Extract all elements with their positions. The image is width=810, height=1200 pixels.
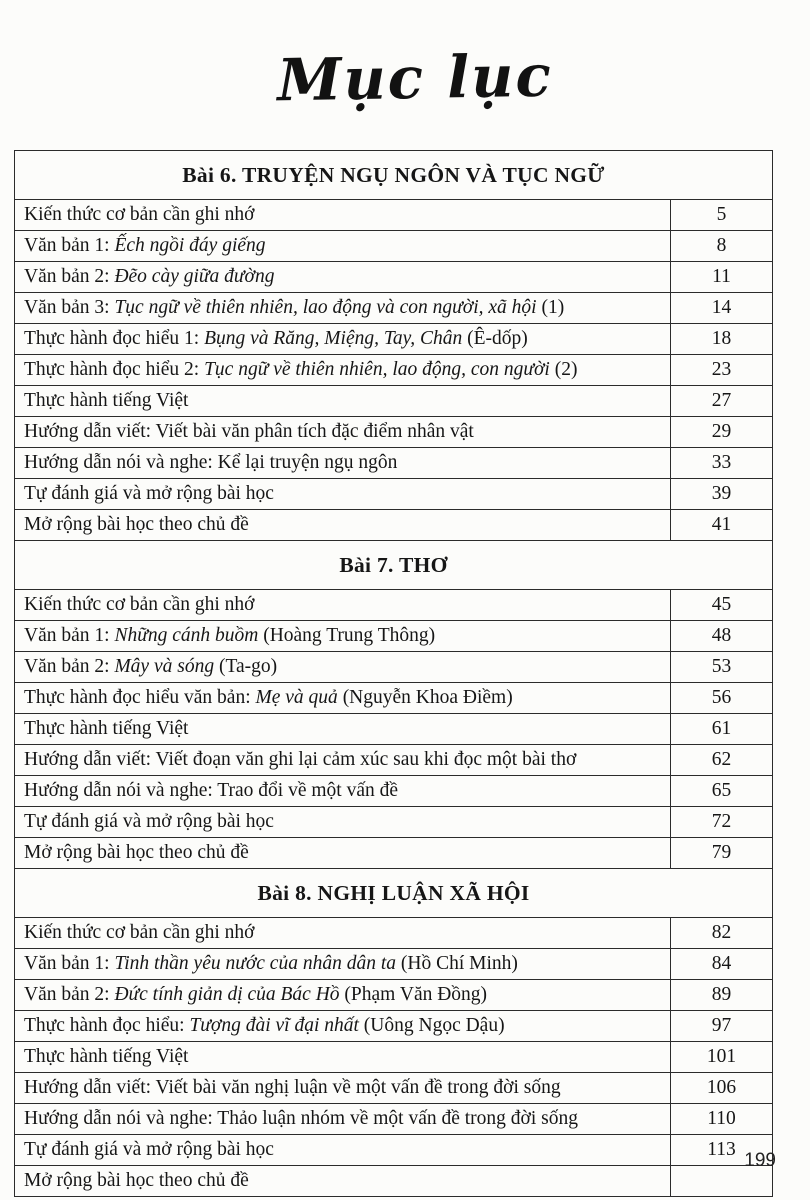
- entry-prefix: Mở rộng bài học theo chủ đề: [24, 1169, 249, 1191]
- page-number-cell: 65: [671, 776, 773, 807]
- section-header: Bài 7. THƠ: [15, 541, 773, 590]
- toc-row: [15, 510, 773, 541]
- page-number-cell: 79: [671, 838, 773, 869]
- section-header-row: [15, 869, 773, 918]
- entry-work-title: Đẽo cày giữa đường: [114, 265, 275, 287]
- entry-prefix: Văn bản 1:: [24, 234, 115, 256]
- entry-prefix: Thực hành đọc hiểu 2:: [24, 358, 205, 380]
- entry-prefix: Văn bản 1:: [24, 624, 115, 646]
- page-number-cell: 45: [671, 590, 773, 621]
- entry-cell: [15, 652, 671, 683]
- page-title: Mục lục: [276, 41, 554, 115]
- entry-suffix: (Uông Ngọc Dậu): [358, 1014, 505, 1036]
- page-number-cell: 23: [671, 355, 773, 386]
- entry-cell: [15, 293, 671, 324]
- entry-prefix: Hướng dẫn viết: Viết bài văn phân tích đặc điểm nhân vật: [24, 420, 474, 442]
- entry-prefix: Mở rộng bài học theo chủ đề: [24, 841, 249, 863]
- entry-cell: [15, 683, 671, 714]
- page-number-cell: 18: [671, 324, 773, 355]
- entry-prefix: Kiến thức cơ bản cần ghi nhớ: [24, 921, 255, 943]
- entry-suffix: (2): [549, 358, 578, 380]
- toc-row: [15, 1073, 773, 1104]
- entry-prefix: Hướng dẫn viết: Viết bài văn nghị luận về một vấn đề trong đời sống: [24, 1076, 561, 1098]
- page-number-cell: 89: [671, 980, 773, 1011]
- toc-row: [15, 386, 773, 417]
- entry-prefix: Thực hành đọc hiểu văn bản:: [24, 686, 256, 708]
- entry-cell: [15, 1135, 671, 1166]
- entry-prefix: Hướng dẫn viết: Viết đoạn văn ghi lại cảm xúc sau khi đọc một bài thơ: [24, 748, 577, 770]
- toc-row: [15, 262, 773, 293]
- toc-row: [15, 1011, 773, 1042]
- entry-prefix: Hướng dẫn nói và nghe: Trao đổi về một vấn đề: [24, 779, 399, 801]
- page-number-cell: 11: [671, 262, 773, 293]
- page-number-cell: 39: [671, 479, 773, 510]
- entry-prefix: Thực hành đọc hiểu:: [24, 1014, 190, 1036]
- entry-cell: [15, 200, 671, 231]
- entry-prefix: Tự đánh giá và mở rộng bài học: [24, 482, 274, 504]
- entry-prefix: Văn bản 2:: [24, 265, 115, 287]
- page-number-cell: 110: [671, 1104, 773, 1135]
- entry-work-title: Đức tính giản dị của Bác Hồ: [114, 983, 340, 1005]
- entry-cell: [15, 448, 671, 479]
- entry-prefix: Kiến thức cơ bản cần ghi nhớ: [24, 203, 255, 225]
- page-number-cell: 41: [671, 510, 773, 541]
- toc-row: [15, 1042, 773, 1073]
- toc-row: [15, 745, 773, 776]
- entry-suffix: (Hoàng Trung Thông): [258, 624, 436, 646]
- page-number-cell: 33: [671, 448, 773, 479]
- section-header: Bài 6. TRUYỆN NGỤ NGÔN VÀ TỤC NGỮ: [15, 151, 773, 200]
- entry-cell: [15, 949, 671, 980]
- entry-cell: [15, 386, 671, 417]
- entry-prefix: Thực hành tiếng Việt: [24, 1045, 189, 1067]
- entry-work-title: Bụng và Răng, Miệng, Tay, Chân: [204, 327, 463, 349]
- entry-suffix: (Ê-dốp): [462, 327, 528, 349]
- page-number-cell: 106: [671, 1073, 773, 1104]
- page-number-cell: 8: [671, 231, 773, 262]
- entry-cell: [15, 324, 671, 355]
- entry-prefix: Thực hành đọc hiểu 1:: [24, 327, 205, 349]
- entry-suffix: (Phạm Văn Đồng): [339, 983, 488, 1005]
- page-number-cell: 113: [671, 1135, 773, 1166]
- entry-cell: [15, 355, 671, 386]
- entry-work-title: Mây và sóng: [114, 655, 215, 677]
- page-number-cell: 56: [671, 683, 773, 714]
- entry-cell: [15, 510, 671, 541]
- entry-prefix: Hướng dẫn nói và nghe: Kể lại truyện ngụ ngôn: [24, 451, 398, 473]
- page-number-cell: 62: [671, 745, 773, 776]
- toc-row: [15, 714, 773, 745]
- entry-cell: [15, 621, 671, 652]
- toc-row: [15, 838, 773, 869]
- entry-cell: [15, 231, 671, 262]
- entry-prefix: Văn bản 2:: [24, 655, 115, 677]
- toc-row: [15, 448, 773, 479]
- entry-prefix: Văn bản 3:: [24, 296, 115, 318]
- entry-work-title: Tượng đài vĩ đại nhất: [189, 1014, 359, 1036]
- entry-cell: [15, 1042, 671, 1073]
- entry-prefix: Tự đánh giá và mở rộng bài học: [24, 1138, 274, 1160]
- page-number-cell: 97: [671, 1011, 773, 1042]
- entry-prefix: Văn bản 1:: [24, 952, 115, 974]
- entry-cell: [15, 417, 671, 448]
- toc-row: [15, 980, 773, 1011]
- page-number-cell: 5: [671, 200, 773, 231]
- entry-work-title: Tục ngữ về thiên nhiên, lao động, con người: [204, 358, 550, 380]
- toc-row: [15, 807, 773, 838]
- entry-cell: [15, 1011, 671, 1042]
- entry-prefix: Thực hành tiếng Việt: [24, 389, 189, 411]
- page-number-cell: 84: [671, 949, 773, 980]
- entry-work-title: Những cánh buồm: [114, 624, 259, 646]
- entry-suffix: (Hồ Chí Minh): [396, 952, 518, 974]
- entry-work-title: Tục ngữ về thiên nhiên, lao động và con người, xã hội: [114, 296, 537, 318]
- entry-prefix: Mở rộng bài học theo chủ đề: [24, 513, 249, 535]
- toc-row: [15, 652, 773, 683]
- toc-row: [15, 1104, 773, 1135]
- toc-row: [15, 949, 773, 980]
- section-header-row: [15, 151, 773, 200]
- entry-cell: [15, 479, 671, 510]
- toc-row: [15, 683, 773, 714]
- page-number: 199: [744, 1150, 776, 1171]
- toc-row: [15, 621, 773, 652]
- toc-row: [15, 324, 773, 355]
- entry-suffix: (1): [536, 296, 565, 318]
- section-header: Bài 8. NGHỊ LUẬN XÃ HỘI: [15, 869, 773, 918]
- page-number-cell: 101: [671, 1042, 773, 1073]
- entry-prefix: Tự đánh giá và mở rộng bài học: [24, 810, 274, 832]
- entry-work-title: Tinh thần yêu nước của nhân dân ta: [114, 952, 396, 974]
- entry-prefix: Thực hành tiếng Việt: [24, 717, 189, 739]
- page-number-cell: 61: [671, 714, 773, 745]
- page-number-cell: 48: [671, 621, 773, 652]
- section-header-row: [15, 541, 773, 590]
- entry-cell: [15, 918, 671, 949]
- page-number-cell: 14: [671, 293, 773, 324]
- page-number-cell: 27: [671, 386, 773, 417]
- entry-work-title: Ếch ngồi đáy giếng: [114, 234, 266, 256]
- toc-table-body: [15, 151, 773, 1197]
- entry-prefix: Kiến thức cơ bản cần ghi nhớ: [24, 593, 255, 615]
- entry-work-title: Mẹ và quả: [255, 686, 338, 708]
- toc-row: [15, 293, 773, 324]
- entry-prefix: Văn bản 2:: [24, 983, 115, 1005]
- toc-row: [15, 590, 773, 621]
- entry-cell: [15, 262, 671, 293]
- toc-row: [15, 918, 773, 949]
- entry-cell: [15, 776, 671, 807]
- toc-row: [15, 200, 773, 231]
- toc-row: [15, 355, 773, 386]
- page-number-cell: 72: [671, 807, 773, 838]
- toc-row: [15, 231, 773, 262]
- toc-row: [15, 417, 773, 448]
- entry-cell: [15, 590, 671, 621]
- entry-suffix: (Nguyễn Khoa Điềm): [337, 686, 513, 708]
- entry-cell: [15, 1073, 671, 1104]
- entry-suffix: (Ta-go): [214, 655, 278, 677]
- entry-cell: [15, 980, 671, 1011]
- entry-cell: [15, 1104, 671, 1135]
- entry-cell: [15, 745, 671, 776]
- page-number-cell: 53: [671, 652, 773, 683]
- entry-cell: [15, 838, 671, 869]
- entry-cell: [15, 807, 671, 838]
- toc-row: [15, 776, 773, 807]
- entry-prefix: Hướng dẫn nói và nghe: Thảo luận nhóm về một vấn đề trong đời sống: [24, 1107, 578, 1129]
- toc-row: [15, 1135, 773, 1166]
- page-number-cell: 82: [671, 918, 773, 949]
- entry-cell: [15, 714, 671, 745]
- toc-table: [14, 150, 773, 1197]
- page-number-cell: 29: [671, 417, 773, 448]
- toc-row: [15, 1166, 773, 1197]
- entry-cell: [15, 1166, 671, 1197]
- toc-row: [15, 479, 773, 510]
